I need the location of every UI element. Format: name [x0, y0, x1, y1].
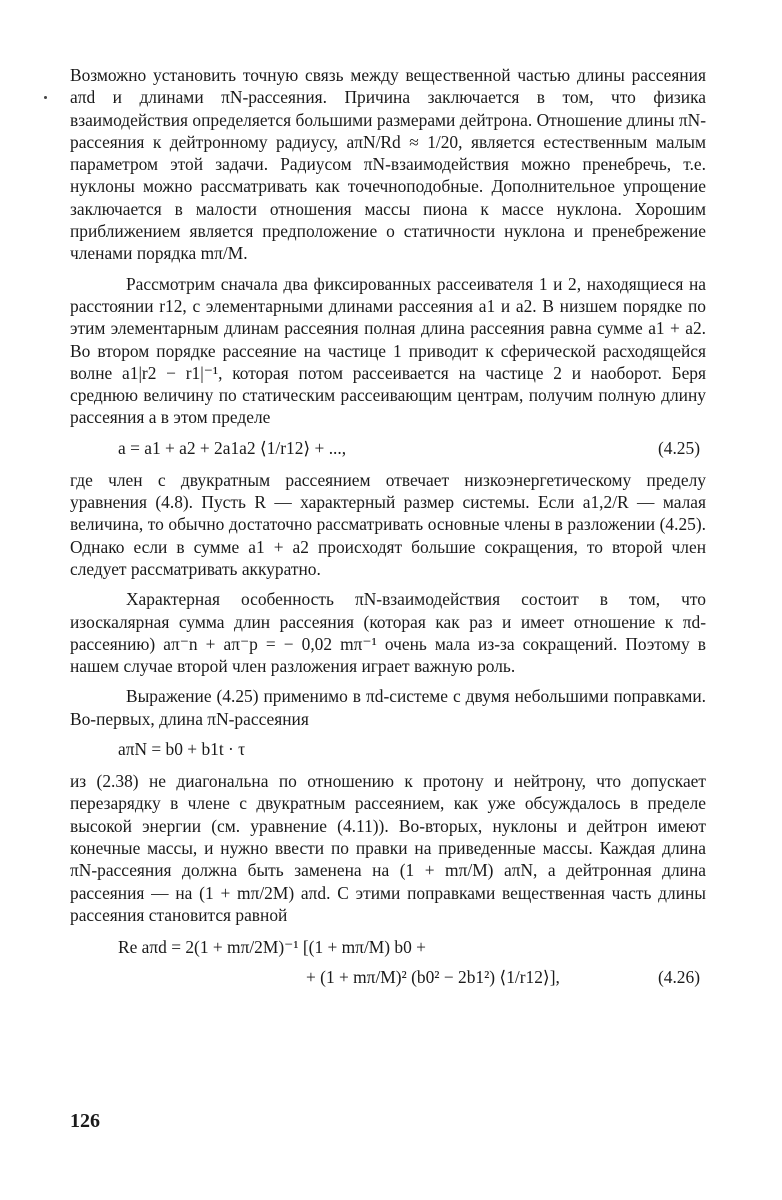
paragraph-4: Характерная особенность πN-взаимодействия состоит в том, что изоскалярная сумма длин рассеяния (которая как раз и имеет отношение к πd-рассеянию) aπ⁻n + aπ⁻p = − 0,02 mπ⁻¹ очень мала из-за сокращений. Поэтому в нашем случае второй член разложения играет важную роль. — [70, 589, 706, 677]
equation-anN — [70, 730, 706, 770]
margin-dot — [44, 96, 47, 99]
page-number: 126 — [70, 1110, 100, 1132]
equation-4-26-line2: + (1 + mπ/M)² (b0² − 2b1²) ⟨1/r12⟩], — [306, 967, 560, 988]
paragraph-1: Возможно установить точную связь между вещественной частью длины рассеяния aπd и длинами πN-рассеяния. Причина заключается в том, что физика взаимодействия определяется большими размерами дейтрона. Отношение длины πN-рассеяния к дейтронному радиусу, aπN/Rd ≈ 1/20, является естественным малым параметром этой задачи. Радиусом πN-взаимодействия можно пренебречь, т.е. нуклоны можно рассматривать как точечноподобные. Дополнительное упрощение заключается в малости отношения массы пиона к массе нуклона. Хорошим приближением является предположение о статичности нуклона и пренебрежение членами порядка mπ/M. — [70, 65, 706, 264]
paragraph-6: из (2.38) не диагональна по отношению к протону и нейтрону, что допускает перезарядку в члене с двукратным рассеянием, как уже обсуждалось в пределе высокой энергии (см. уравнение (4.11)). Во-вторых, нуклоны и дейтрон имеют конечные массы, и нужно ввести по правки на приведенные массы. Каждая длина πN-рассеяния должна быть заменена на (1 + mπ/M) aπN, а дейтронная длина рассеяния — на (1 + mπ/2M) aπd. С этими поправками вещественная часть длины рассеяния становится равной — [70, 771, 706, 925]
paragraph-3: где член с двукратным рассеянием отвечает низкоэнергетическому пределу уравнения (4.8). Пусть R — характерный размер системы. Если a1,2/R — малая величина, то обычно достаточно рассматривать основные члены в разложении (4.25). Однако если в сумме a1 + a2 происходят большие сокращения, то второй член следует рассматривать аккуратно. — [70, 469, 706, 579]
equation-4-26-line1: Re aπd = 2(1 + mπ/2M)⁻¹ [(1 + mπ/M) b0 + — [118, 937, 426, 958]
paragraph-5: Выражение (4.25) применимо в πd-системе с двумя небольшими поправками. Во-первых, длина πN-рассеяния — [70, 686, 706, 729]
page-body — [70, 64, 706, 1000]
equation-4-25-body: a = a1 + a2 + 2a1a2 ⟨1/r12⟩ + ..., — [118, 437, 347, 458]
paragraph-2: Рассмотрим сначала два фиксированных рассеивателя 1 и 2, находящиеся на расстоянии r12, с элементарными длинами рассеяния a1 и a2. В низшем порядке по этим элементарным длинам рассеяния полная длина рассеяния равна сумме a1 + a2. Во втором порядке рассеяние на частице 1 приводит к сферической расходящейся волне a1|r2 − r1|⁻¹, которая потом рассеивается на частице 2 и наоборот. Беря среднюю величину по статическим рассеивающим центрам, получим полную длину рассеяния a в этом пределе — [70, 273, 706, 428]
equation-4-25-number: (4.25) — [657, 437, 700, 458]
equation-anN-body: aπN = b0 + b1t · τ — [118, 739, 246, 760]
equation-4-25 — [70, 429, 706, 469]
equation-4-26-number: (4.26) — [657, 967, 700, 988]
equation-4-26 — [70, 930, 706, 1000]
